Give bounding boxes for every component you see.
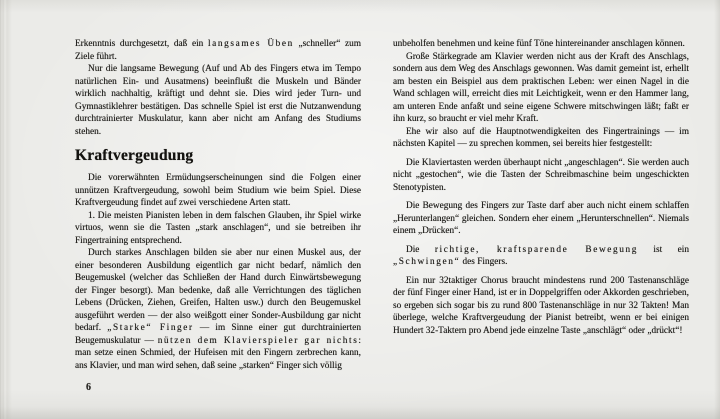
emphasized-text: langsames Üben xyxy=(207,39,294,49)
paragraph xyxy=(393,200,689,238)
text-segment: ist ein xyxy=(638,244,690,255)
emphasized-text: „Starke“ Finger xyxy=(107,323,194,333)
scan-right-edge xyxy=(714,0,720,419)
text-segment: unbeholfen benehmen und keine fünf Töne hintereinander anschlagen können. xyxy=(393,39,685,49)
text-segment: : man setze einen Schmied, der Hufeisen mit den Fingern zerbrechen kann, ans Klavier, und man wird sehen, daß seine „starken“ Finger sich völlig xyxy=(75,335,362,371)
right-page-text xyxy=(393,38,689,337)
right-page xyxy=(393,38,689,337)
paragraph xyxy=(393,157,689,195)
text-segment: Die vorerwähnten Ermüdungserscheinungen sind die Folgen einer unnützen Kraftvergeudung, sowohl beim Studium wie beim Spiel. Diese Kraftvergeudung findet auf zwei verschiedene Arten statt. xyxy=(75,173,361,208)
paragraph xyxy=(393,275,689,338)
text-segment: — im Sinne einer gut durchtrainierten Beugemuskulatur — xyxy=(75,323,361,346)
paragraph xyxy=(393,38,689,51)
text-segment: „schneller“ zum Ziele führt. xyxy=(75,39,362,62)
text-segment: Ein nur 32taktiger Chorus braucht mindestens rund 200 Tastenanschläge der fünf Finger einer Hand, ist er in Doppelgriffen oder Akkorden geschrieben, so ergeben sich sogar bis zu rund 800 Tastenanschläge in nur 32 Takten! Man überlege, welche Kraftvergeudung der Pianist betreibt, wenn er bei einigen Hundert 32-Taktern pro Abend jede einzelne Taste „anschlägt“ oder „drückt“! xyxy=(393,275,689,336)
paragraph xyxy=(393,244,689,269)
scan-left-edge xyxy=(0,0,12,419)
left-page-text-top xyxy=(75,38,361,138)
text-segment: Nur die langsame Bewegung (Auf und Ab des Fingers etwa im Tempo natürlichen Ein- und Ausatmens) beeinflußt die Muskeln und Bänder wirklich nachhaltig, kräftigt und dehnt sie. Dies wird jeder Turn- und Gymnastiklehrer bestätigen. Das schnelle Spiel ist erst die Nutzanwendung durchtrainierter Muskulatur, kann aber nicht am Anfang des Studiums stehen. xyxy=(75,64,361,137)
text-segment: Ehe wir also auf die Hauptnotwendigkeiten des Fingertrainings — im nächsten Kapitel — zu sprechen kommen, sei bereits hier festgestellt: xyxy=(393,126,689,149)
paragraph xyxy=(75,210,361,248)
paragraph xyxy=(75,247,361,372)
text-segment: Durch starkes Anschlagen bilden sie aber nur einen Muskel aus, der einer besonderen Ausbildung eigentlich gar nicht bedarf, nämlich den Beugemuskel (welcher das Schließen der Hand durch Einwärtsbewegung der Finger besorgt). Man bedenke, daß alle Verrichtungen des täglichen Lebens (Drücken, Ziehen, Greifen, Halten usw.) durch den Beugemuskel ausgeführt werden — der also weißgott einer Sonder-Ausbildung gar nicht bedarf. xyxy=(75,248,361,333)
paragraph xyxy=(393,126,689,151)
left-page-text-bottom xyxy=(75,172,361,372)
paragraph xyxy=(75,38,361,63)
emphasized-text: „Schwingen“ xyxy=(393,257,461,267)
page-number: 6 xyxy=(86,382,91,393)
paragraph xyxy=(75,172,361,210)
text-segment: des Fingers. xyxy=(460,257,508,267)
text-segment: Die Klaviertasten werden überhaupt nicht „angeschlagen“. Sie werden auch nicht „gestochen“, wie die Tasten der Schreibmaschine beim ungeschickten Stenotypisten. xyxy=(393,157,689,193)
text-segment: Erkenntnis durchgesetzt, daß ein xyxy=(75,39,208,49)
emphasized-text: richtige, kraftsparende Bewegung xyxy=(434,244,638,255)
left-page xyxy=(75,38,361,372)
section-heading: Kraftvergeudung xyxy=(75,147,194,164)
text-segment: 1. Die meisten Pianisten leben in dem falschen Glauben, ihr Spiel wirke virtuos, wenn sie die Tasten „stark anschlagen“, und sie betreiben ihr Fingertraining entsprechend. xyxy=(75,210,361,246)
text-segment: Große Stärkegrade am Klavier werden nicht aus der Kraft des Anschlags, sondern aus dem Weg des Anschlags gewonnen. Was damit gemeint ist, erhellt am besten ein Beispiel aus dem praktischen Leben: wer einen Nagel in die Wand schlagen will, erreicht dies mit Leichtigkeit, wenn er den Hammer lang, am unteren Ende anfaßt und seine eigene Schwere mitschwingen läßt; faßt er ihn kurz, so braucht er viel mehr Kraft. xyxy=(393,51,689,124)
paragraph xyxy=(75,63,361,138)
emphasized-text: nützen dem Klavierspieler gar nichts xyxy=(157,335,359,346)
text-segment: Die Bewegung des Fingers zur Taste darf aber auch nicht einem schlaffen „Herunterlangen“ gleichen. Sondern eher einem „Herunterschnellen“. Niemals einem „Drücken“. xyxy=(393,201,689,236)
text-segment: Die xyxy=(406,244,435,255)
paragraph xyxy=(393,51,689,126)
